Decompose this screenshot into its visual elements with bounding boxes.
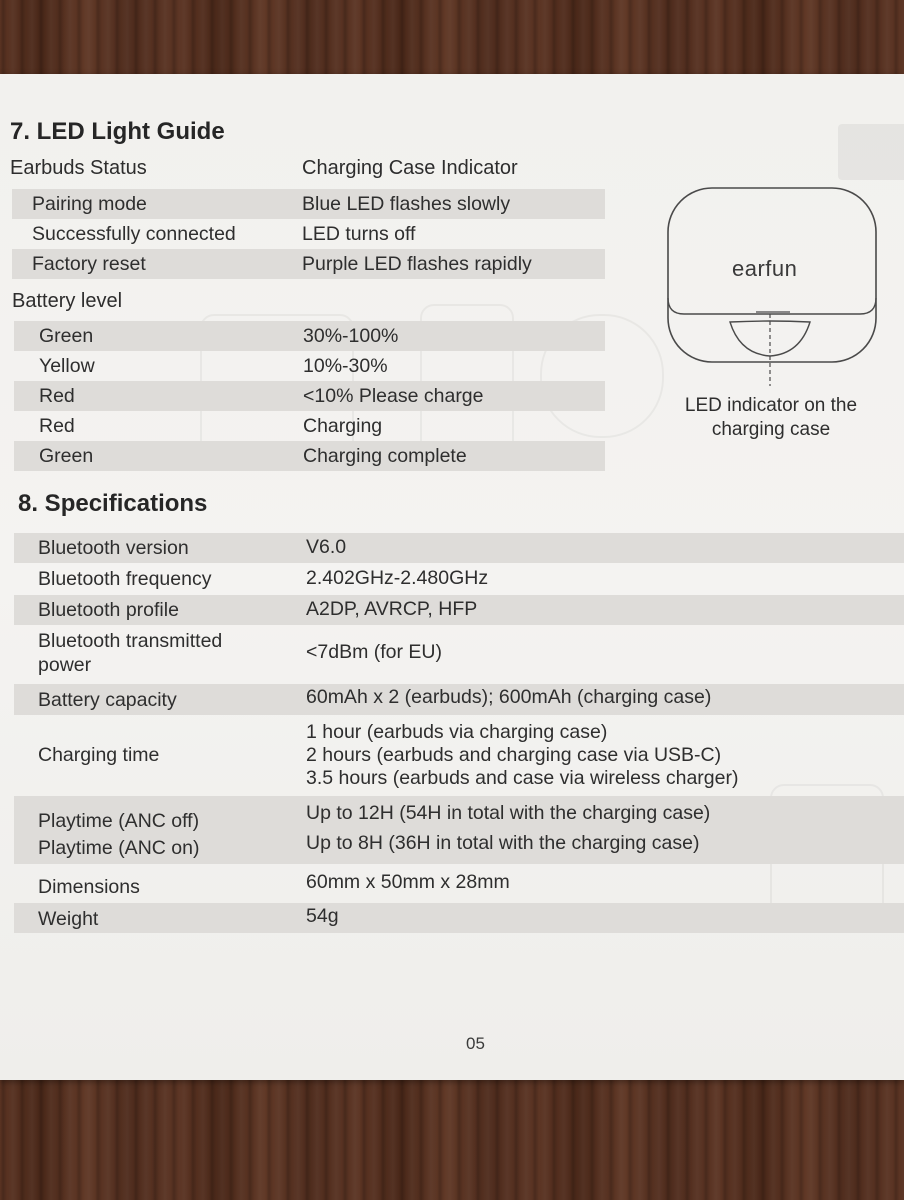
spec-value: 3.5 hours (earbuds and case via wireless charger) bbox=[306, 767, 739, 789]
specifications-title: 8. Specifications bbox=[18, 490, 208, 517]
wood-background-top bbox=[0, 0, 904, 78]
spec-key: Bluetooth version bbox=[38, 537, 189, 559]
caption-line: LED indicator on the bbox=[684, 395, 858, 416]
table-row bbox=[14, 381, 605, 411]
battery-color: Green bbox=[39, 325, 94, 347]
spec-value: V6.0 bbox=[306, 536, 347, 558]
spec-value: 60mm x 50mm x 28mm bbox=[306, 871, 510, 893]
status-label: Pairing mode bbox=[32, 193, 147, 215]
spec-value: 54g bbox=[306, 905, 339, 927]
spec-key: Playtime (ANC on) bbox=[38, 837, 200, 859]
led-guide-title: 7. LED Light Guide bbox=[10, 118, 225, 145]
spec-key: Bluetooth profile bbox=[38, 599, 179, 621]
spec-value: 2 hours (earbuds and charging case via USB-C) bbox=[306, 744, 722, 766]
led-indicator-caption bbox=[660, 394, 882, 442]
earfun-logo: earfun bbox=[732, 256, 798, 281]
spec-value: Up to 8H (36H in total with the charging case) bbox=[306, 832, 700, 854]
spec-value: Up to 12H (54H in total with the charging case) bbox=[306, 802, 711, 824]
spec-value: 60mAh x 2 (earbuds); 600mAh (charging case) bbox=[306, 686, 712, 708]
table-row bbox=[14, 684, 904, 715]
spec-value: 1 hour (earbuds via charging case) bbox=[306, 721, 608, 743]
bleed-through-mark bbox=[838, 124, 904, 180]
table-row bbox=[12, 249, 605, 279]
caption-line: charging case bbox=[711, 419, 831, 440]
battery-color: Red bbox=[39, 385, 75, 407]
table-row bbox=[14, 625, 904, 683]
spec-key: Playtime (ANC off) bbox=[38, 810, 200, 832]
table-row bbox=[12, 189, 605, 219]
spec-key: Charging time bbox=[38, 744, 160, 766]
battery-range: 30%-100% bbox=[303, 325, 399, 347]
battery-range: Charging complete bbox=[303, 445, 467, 467]
table-row bbox=[14, 533, 904, 563]
indicator-value: Blue LED flashes slowly bbox=[302, 193, 511, 215]
battery-level-header: Battery level bbox=[12, 290, 123, 312]
table-row bbox=[14, 796, 904, 864]
spec-value: A2DP, AVRCP, HFP bbox=[306, 598, 478, 620]
spec-key: Bluetooth transmitted power bbox=[38, 630, 223, 676]
table-row bbox=[14, 595, 904, 625]
spec-key: Battery capacity bbox=[38, 689, 177, 711]
battery-range: Charging bbox=[303, 415, 383, 437]
indicator-value: Purple LED flashes rapidly bbox=[302, 253, 532, 275]
spec-key: Bluetooth frequency bbox=[38, 568, 212, 590]
table-row bbox=[14, 351, 605, 381]
spec-key: Weight bbox=[38, 908, 99, 930]
earbuds-status-header: Earbuds Status bbox=[10, 157, 147, 179]
status-label: Successfully connected bbox=[32, 223, 236, 245]
battery-range: <10% Please charge bbox=[303, 385, 484, 407]
table-row bbox=[14, 868, 904, 902]
battery-range: 10%-30% bbox=[303, 355, 388, 377]
spec-value: 2.402GHz-2.480GHz bbox=[306, 567, 489, 589]
wood-background-bottom bbox=[0, 1078, 904, 1200]
spec-key: Dimensions bbox=[38, 876, 140, 898]
indicator-value: LED turns off bbox=[302, 223, 416, 245]
battery-color: Red bbox=[39, 415, 75, 437]
spec-value: <7dBm (for EU) bbox=[306, 641, 442, 663]
charging-case-indicator-header: Charging Case Indicator bbox=[302, 157, 518, 179]
table-row bbox=[12, 219, 605, 249]
charging-case-drawing bbox=[660, 186, 888, 396]
table-row bbox=[14, 321, 605, 351]
page-number: 05 bbox=[466, 1034, 485, 1053]
status-label: Factory reset bbox=[32, 253, 146, 275]
table-row bbox=[14, 716, 904, 794]
battery-color: Green bbox=[39, 445, 94, 467]
battery-color: Yellow bbox=[39, 355, 95, 377]
table-row bbox=[14, 903, 904, 933]
table-row bbox=[14, 411, 605, 441]
table-row bbox=[14, 563, 904, 595]
table-row bbox=[14, 441, 605, 471]
